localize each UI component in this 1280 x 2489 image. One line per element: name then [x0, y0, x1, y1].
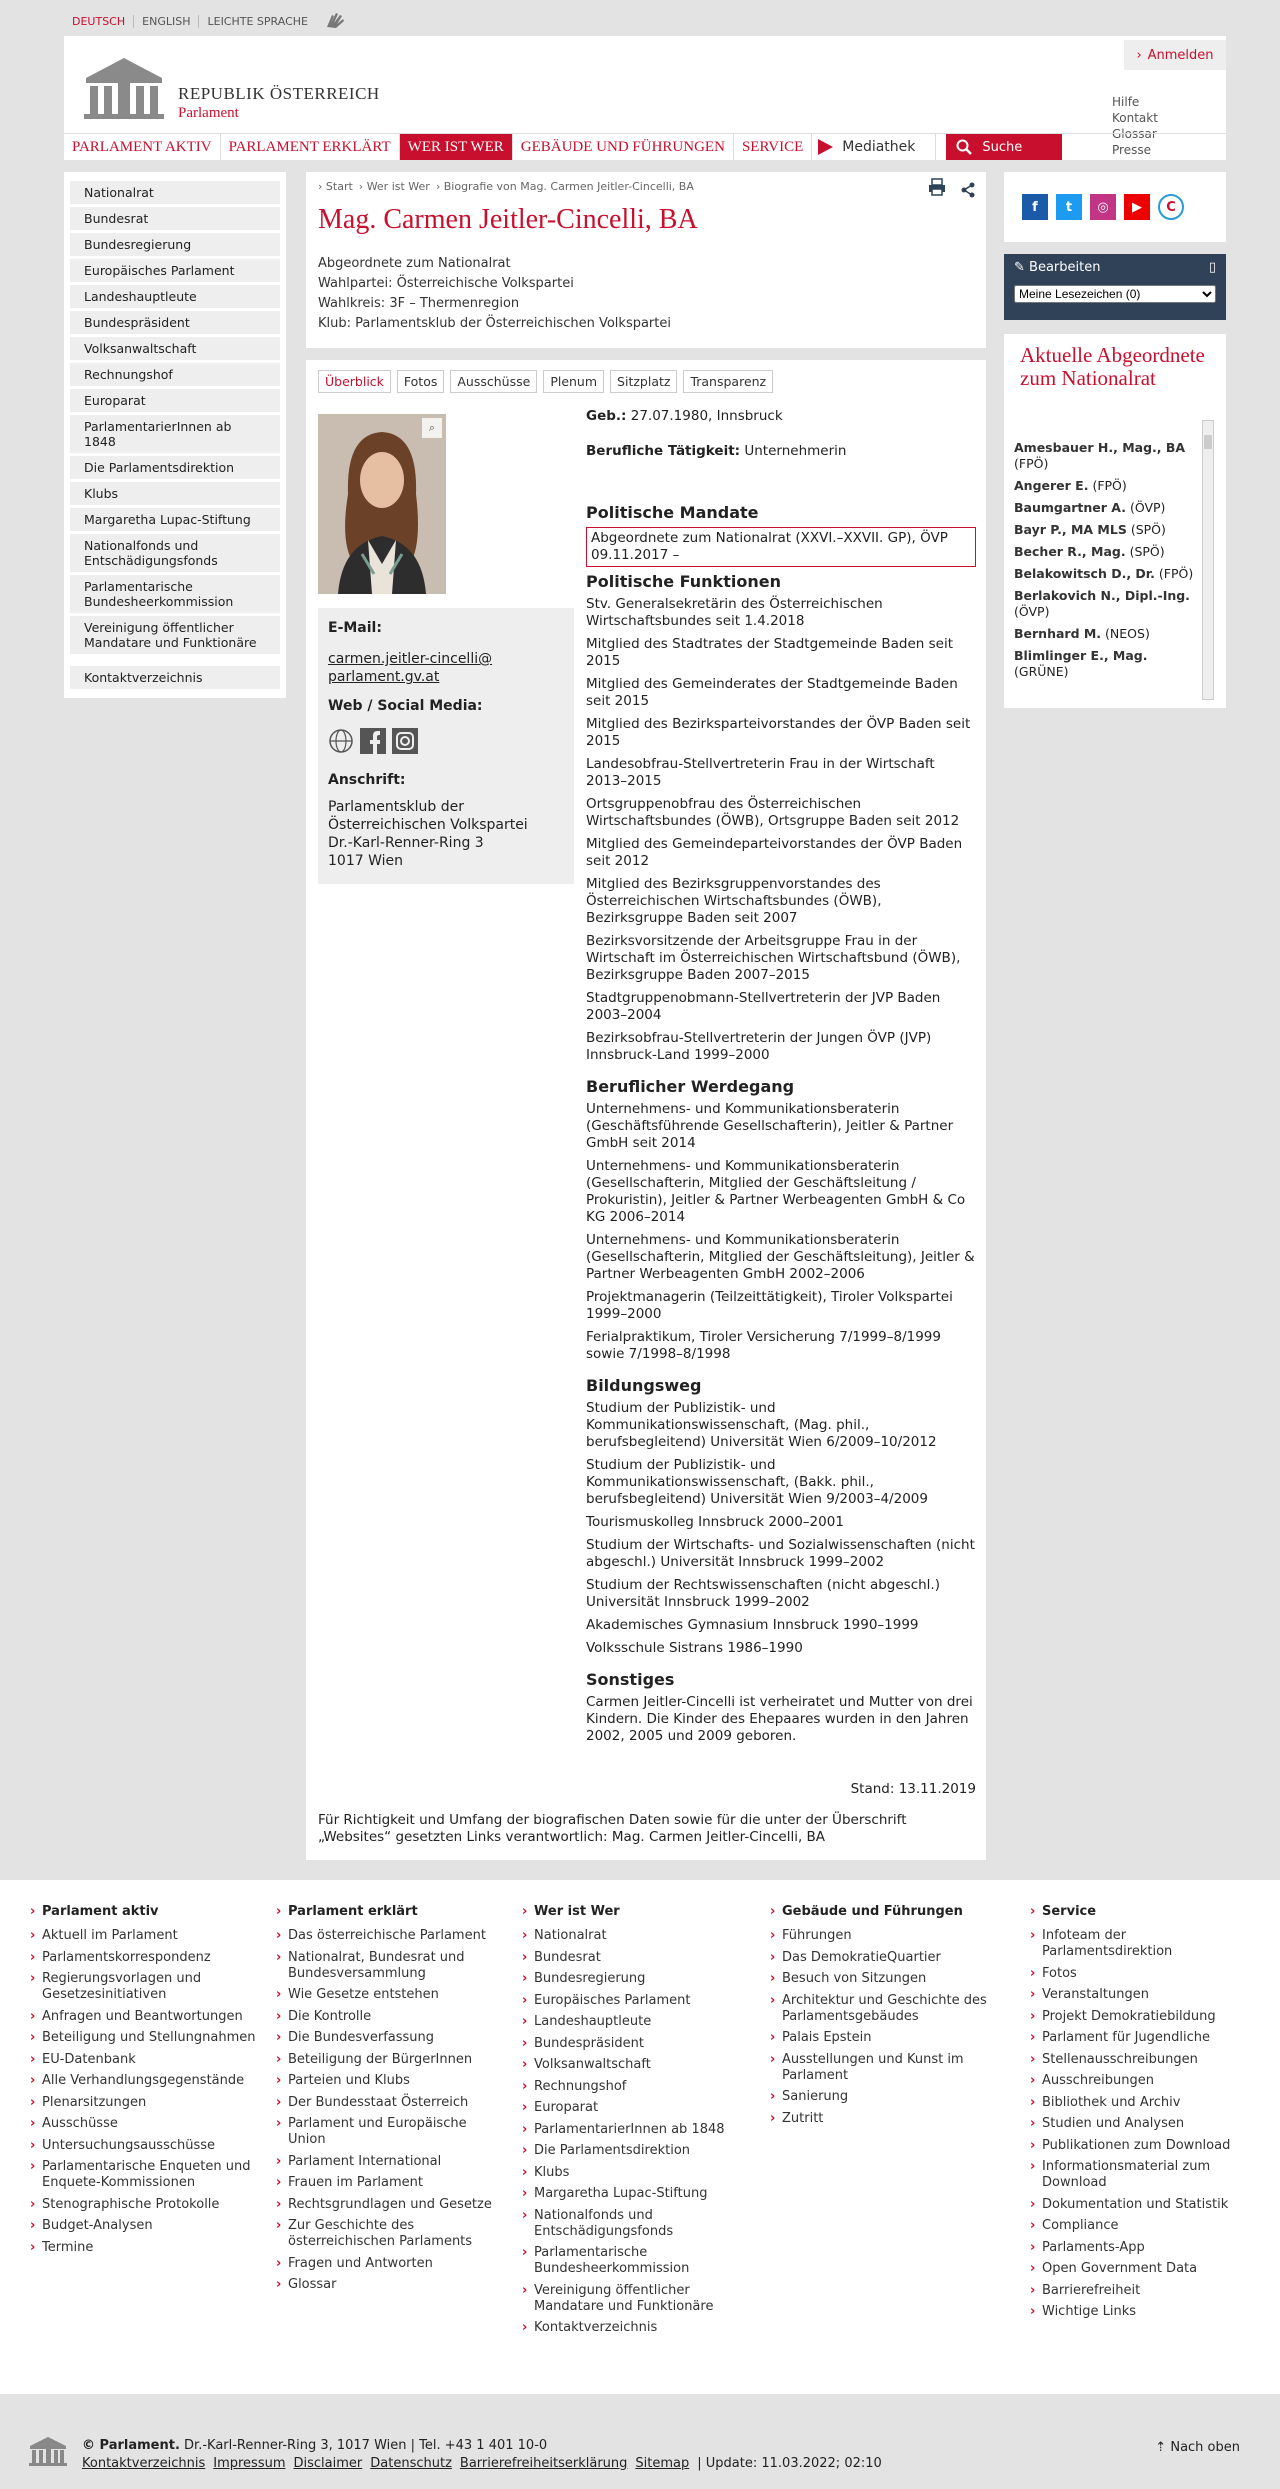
member-item[interactable]	[1014, 522, 1204, 538]
footer-link[interactable]: › Parlamentarische Bundesheerkommission	[522, 2245, 752, 2277]
footer-link[interactable]: › Führungen	[770, 1928, 1000, 1944]
footer-link[interactable]: › Bundesregierung	[522, 1971, 752, 1987]
footer-link[interactable]: › Besuch von Sitzungen	[770, 1971, 1000, 1987]
address: Parlamentsklub der Österreichischen Volkspartei Dr.-Karl-Renner-Ring 3 1017 Wien	[328, 799, 528, 869]
career-item: Ferialpraktikum, Tiroler Versicherung 7/1999–8/1999 sowie 7/1998–8/1998	[586, 1329, 941, 1362]
bookmarks-select[interactable]	[1014, 285, 1216, 303]
career-list	[586, 1101, 976, 1363]
member-name: Angerer E.	[1014, 478, 1089, 493]
education-item: Akademisches Gymnasium Innsbruck 1990–1999	[586, 1617, 919, 1633]
biography-content	[586, 408, 976, 1804]
member-item[interactable]	[1014, 440, 1204, 472]
footer-link[interactable]: › Regierungsvorlagen und Gesetzesinitiativen	[30, 1971, 260, 2003]
footer-link[interactable]: › Glossar	[276, 2277, 506, 2293]
footer-link[interactable]: › Das DemokratieQuartier	[770, 1950, 1000, 1966]
career-item: Unternehmens- und Kommunikationsberaterin (Geschäftsführende Gesellschafterin), Jeitler & Partner GmbH seit 2014	[586, 1101, 954, 1151]
footer	[0, 1880, 1280, 2394]
education-item: Studium der Wirtschafts- und Sozialwissenschaften (nicht abgeschl.) Universität Innsbruck 1999–2002	[586, 1537, 975, 1570]
footer-link[interactable]: › Landeshauptleute	[522, 2014, 752, 2030]
footer-link[interactable]: › Europäisches Parlament	[522, 1993, 752, 2009]
footer-link[interactable]: › Compliance	[1030, 2218, 1260, 2234]
education-item: Studium der Publizistik- und Kommunikationswissenschaft, (Mag. phil., berufsbegleitend) Universität Wien 6/2009–10/2012	[586, 1400, 937, 1450]
footer-link[interactable]: › ParlamentarierInnen ab 1848	[522, 2122, 752, 2138]
share-icon[interactable]	[960, 182, 976, 198]
footer-link[interactable]: › Das österreichische Parlament	[276, 1928, 506, 1944]
email-label: E-Mail:	[328, 620, 382, 636]
utility-link-help[interactable]: Hilfe	[1112, 95, 1140, 109]
career-item: Unternehmens- und Kommunikationsberaterin (Gesellschafterin, Mitglied der Geschäftsleitung), Jeitler & Partner Werbeagenten GmbH 2002–2006	[586, 1232, 975, 1282]
member-name: Berlakovich N., Dipl.-Ing.	[1014, 588, 1190, 603]
mediathek-label: Mediathek	[842, 139, 916, 155]
instagram-icon[interactable]: ◎	[1090, 194, 1116, 220]
function-item: Bezirksvorsitzende der Arbeitsgruppe Frau in der Wirtschaft im Österreichischen Wirtschaftsbund (ÖWB), Bezirksgruppe Baden 2007–2015	[586, 933, 961, 983]
member-item[interactable]	[1014, 626, 1204, 642]
language-bar	[72, 10, 354, 32]
function-item: Mitglied des Bezirksparteivorstandes der ÖVP Baden seit 2015	[586, 716, 971, 749]
section-other-heading: Sonstiges	[586, 1670, 675, 1689]
footer-link[interactable]: › Stenographische Protokolle	[30, 2197, 260, 2213]
footer-link[interactable]: › Fotos	[1030, 1966, 1260, 1982]
login-button[interactable]	[1124, 40, 1226, 70]
footer-link[interactable]: › EU-Datenbank	[30, 2052, 260, 2068]
function-item: Mitglied des Gemeinderates der Stadtgemeinde Baden seit 2015	[586, 676, 958, 709]
footer-link[interactable]: › Palais Epstein	[770, 2030, 1000, 2046]
sidebar-item[interactable]: Die Parlamentsdirektion	[70, 456, 280, 479]
bottom-bar	[0, 2410, 1280, 2489]
footer-link[interactable]: › Bundesrat	[522, 1950, 752, 1966]
search-button[interactable]	[946, 134, 1062, 160]
footer-address: © Parlament. Dr.-Karl-Renner-Ring 3, 1017 Wien | Tel. +43 1 401 10-0	[82, 2438, 548, 2453]
sidebar-item[interactable]: Kontaktverzeichnis	[70, 666, 280, 689]
biography-card	[306, 360, 986, 1860]
footer-link[interactable]: › Veranstaltungen	[1030, 1987, 1260, 2003]
education-item: Volksschule Sistrans 1986–1990	[586, 1640, 803, 1656]
disclaimer: Für Richtigkeit und Umfang der biografischen Daten sowie für die unter der Überschrift „Websites“ gesetzten Links verantwortlich: Mag. Carmen Jeitler-Cincelli, BA	[318, 1812, 907, 1845]
member-name: Bayr P., MA MLS	[1014, 522, 1127, 537]
function-item: Ortsgruppenobfrau des Österreichischen Wirtschaftsbundes (ÖWB), Ortsgruppe Baden seit 2012	[586, 796, 960, 829]
footer-link[interactable]: › Zur Geschichte des österreichischen Parlaments	[276, 2218, 506, 2250]
member-name: Bernhard M.	[1014, 626, 1102, 641]
footer-link[interactable]: › Plenarsitzungen	[30, 2095, 260, 2111]
function-item: Landesobfrau-Stellvertreterin Frau in der Wirtschaft 2013–2015	[586, 756, 935, 789]
footer-column-heading[interactable]: › Parlament aktiv	[30, 1904, 260, 1920]
web-social-label: Web / Social Media:	[328, 698, 483, 714]
footer-link[interactable]: › Infoteam der Parlamentsdirektion	[1030, 1928, 1260, 1960]
footer-link[interactable]: › Fragen und Antworten	[276, 2256, 506, 2272]
footer-link[interactable]: › Budget-Analysen	[30, 2218, 260, 2234]
member-party: (SPÖ)	[1130, 522, 1166, 537]
footer-link[interactable]: › Vereinigung öffentlicher Mandatare und Funktionäre	[522, 2283, 752, 2315]
chevron-right-icon: ›	[1136, 47, 1142, 63]
info-role: Abgeordnete zum Nationalrat	[318, 256, 511, 271]
parliament-app-icon[interactable]: C	[1158, 194, 1184, 220]
sidebar-item[interactable]: Bundespräsident	[70, 311, 280, 334]
footer-link[interactable]: › Parteien und Klubs	[276, 2073, 506, 2089]
breadcrumb-wer-ist-wer[interactable]: › Wer ist Wer	[358, 180, 430, 193]
mandate-entry: Abgeordnete zum Nationalrat (XXVI.–XXVII. GP), ÖVP 09.11.2017 –	[586, 527, 976, 567]
sidebar-item[interactable]: Europäisches Parlament	[70, 259, 280, 282]
footer-column	[1030, 1904, 1260, 2326]
footer-links	[82, 2456, 882, 2471]
lang-easy[interactable]: LEICHTE SPRACHE	[198, 15, 316, 28]
breadcrumb	[318, 180, 694, 193]
footer-link[interactable]: › Parlament und Europäische Union	[276, 2116, 506, 2148]
footer-link[interactable]: › Ausschreibungen	[1030, 2073, 1260, 2089]
tab-transparenz[interactable]: Transparenz	[683, 370, 773, 393]
footer-link[interactable]: › Die Kontrolle	[276, 2009, 506, 2025]
breadcrumb-current: › Biografie von Mag. Carmen Jeitler-Cincelli, BA	[435, 180, 694, 193]
footer-link[interactable]: › Dokumentation und Statistik	[1030, 2197, 1260, 2213]
footer-link[interactable]: › Europarat	[522, 2100, 752, 2116]
function-item: Stadtgruppenobmann-Stellvertreterin der JVP Baden 2003–2004	[586, 990, 941, 1023]
globe-icon[interactable]	[328, 728, 354, 754]
member-name: Becher R., Mag.	[1014, 544, 1126, 559]
member-item[interactable]	[1014, 500, 1204, 516]
other-text: Carmen Jeitler-Cincelli ist verheiratet und Mutter von drei Kindern. Die Kinder des Ehepaares wurden in den Jahren 2002, 2005 und 2009 geboren.	[586, 1694, 973, 1744]
nav-wer-ist-wer[interactable]: WER IST WER	[400, 134, 513, 160]
footer-link[interactable]: › Beteiligung der BürgerInnen	[276, 2052, 506, 2068]
footer-link[interactable]: › Studien und Analysen	[1030, 2116, 1260, 2132]
function-item: Mitglied des Gemeindeparteivorstandes der ÖVP Baden seit 2012	[586, 836, 963, 869]
sidebar-item[interactable]: Bundesregierung	[70, 233, 280, 256]
social-links	[328, 728, 564, 754]
footer-link[interactable]: › Nationalfonds und Entschädigungsfonds	[522, 2208, 752, 2240]
youtube-icon[interactable]: ▶	[1124, 194, 1150, 220]
footer-link[interactable]: › Ausstellungen und Kunst im Parlament	[770, 2052, 1000, 2084]
footer-link[interactable]: › Die Bundesverfassung	[276, 2030, 506, 2046]
mediathek-link[interactable]	[812, 134, 936, 160]
footer-link[interactable]: › Untersuchungsausschüsse	[30, 2138, 260, 2154]
footer-link[interactable]: › Nationalrat	[522, 1928, 752, 1944]
member-party: (GRÜNE)	[1014, 664, 1069, 679]
edit-label[interactable]: ✎ Bearbeiten	[1014, 260, 1101, 275]
nav-service[interactable]: SERVICE	[734, 134, 812, 160]
footer-link-datenschutz[interactable]: Datenschutz	[370, 2456, 452, 2471]
footer-link[interactable]: › Bundespräsident	[522, 2036, 752, 2052]
member-name: Blimlinger E., Mag.	[1014, 648, 1148, 663]
footer-link[interactable]: › Nationalrat, Bundesrat und Bundesversammlung	[276, 1950, 506, 1982]
birth-info: Geb.: 27.07.1980, Innsbruck	[586, 408, 783, 424]
footer-link[interactable]: › Margaretha Lupac-Stiftung	[522, 2186, 752, 2202]
footer-link[interactable]: › Wichtige Links	[1030, 2304, 1260, 2320]
member-item[interactable]	[1014, 588, 1204, 620]
functions-list	[586, 596, 976, 1064]
info-icon[interactable]: ▯	[1208, 260, 1216, 275]
footer-link[interactable]: › Stellenausschreibungen	[1030, 2052, 1260, 2068]
career-item: Projektmanagerin (Teilzeittätigkeit), Tiroler Volkspartei 1999–2000	[586, 1289, 953, 1322]
footer-link-sitemap[interactable]: Sitemap	[635, 2456, 690, 2471]
footer-link[interactable]: › Volksanwaltschaft	[522, 2057, 752, 2073]
bookmarks-box	[1004, 254, 1226, 320]
tab-ausschuesse[interactable]: Ausschüsse	[450, 370, 537, 393]
twitter-icon[interactable]: t	[1056, 194, 1082, 220]
footer-link[interactable]: › Publikationen zum Download	[1030, 2138, 1260, 2154]
sidebar-item[interactable]: Nationalfonds und Entschädigungsfonds	[70, 534, 280, 572]
print-icon[interactable]	[928, 178, 946, 196]
info-party: Wahlpartei: Österreichische Volkspartei	[318, 276, 574, 291]
profile-tabs	[318, 370, 773, 393]
member-party: (ÖVP)	[1129, 500, 1166, 515]
footer-link[interactable]: › Parlamentarische Enqueten und Enquete-Kommissionen	[30, 2159, 260, 2191]
footer-column-heading[interactable]: › Gebäude und Führungen	[770, 1904, 1000, 1920]
career-item: Unternehmens- und Kommunikationsberaterin (Gesellschafterin, Mitglied der Geschäftsleitung / Prokuristin), Jeitler & Partner Werbeagenten GmbH & Co KG 2006–2014	[586, 1158, 966, 1225]
tab-sitzplatz[interactable]: Sitzplatz	[610, 370, 677, 393]
footer-link-impressum[interactable]: Impressum	[213, 2456, 286, 2471]
members-list	[1014, 440, 1204, 696]
nav-parlament-erklaert[interactable]: PARLAMENT ERKLÄRT	[221, 134, 400, 160]
member-item[interactable]	[1014, 478, 1204, 494]
parliament-logo-small[interactable]	[28, 2436, 68, 2466]
section-mandate-heading: Politische Mandate	[586, 503, 759, 522]
footer-link[interactable]: › Wie Gesetze entstehen	[276, 1987, 506, 2003]
update-date: | Update: 11.03.2022; 02:10	[697, 2456, 882, 2471]
footer-link[interactable]: › Rechtsgrundlagen und Gesetze	[276, 2197, 506, 2213]
sidebar-item[interactable]: Volksanwaltschaft	[70, 337, 280, 360]
footer-link[interactable]: › Parlament International	[276, 2154, 506, 2170]
function-item: Mitglied des Bezirksgruppenvorstandes des Österreichischen Wirtschaftsbundes (ÖWB), Bezirksgruppe Baden seit 2007	[586, 876, 882, 926]
footer-column-heading[interactable]: › Service	[1030, 1904, 1260, 1920]
current-members-box	[1004, 334, 1226, 708]
lang-en[interactable]: ENGLISH	[133, 15, 198, 28]
footer-link[interactable]: › Termine	[30, 2240, 260, 2256]
footer-link[interactable]: › Rechnungshof	[522, 2079, 752, 2095]
section-education-heading: Bildungsweg	[586, 1376, 702, 1395]
utility-link-press[interactable]: Presse	[1112, 143, 1151, 157]
footer-link[interactable]: › Open Government Data	[1030, 2261, 1260, 2277]
footer-link[interactable]: › Kontaktverzeichnis	[522, 2320, 752, 2336]
member-name: Amesbauer H., Mag., BA	[1014, 440, 1186, 455]
utility-link-contact[interactable]: Kontakt	[1112, 111, 1158, 125]
footer-link[interactable]: › Bibliothek und Archiv	[1030, 2095, 1260, 2111]
arrow-up-icon: ⇡	[1155, 2440, 1167, 2455]
brand-title: REPUBLIK ÖSTERREICH	[178, 84, 380, 103]
footer-link[interactable]: › Aktuell im Parlament	[30, 1928, 260, 1944]
footer-column	[276, 1904, 506, 2299]
section-functions-heading: Politische Funktionen	[586, 572, 781, 591]
member-item[interactable]	[1014, 648, 1204, 680]
footer-column-heading[interactable]: › Parlament erklärt	[276, 1904, 506, 1920]
contact-box	[318, 608, 574, 884]
section-career-heading: Beruflicher Werdegang	[586, 1077, 795, 1096]
profile-header-card	[306, 172, 986, 348]
sidebar-item[interactable]: Margaretha Lupac-Stiftung	[70, 508, 280, 531]
members-scrollbar[interactable]	[1202, 420, 1214, 700]
edit-header	[1014, 260, 1216, 275]
profile-photo[interactable]	[318, 414, 446, 594]
page-title: Mag. Carmen Jeitler-Cincelli, BA	[318, 204, 698, 235]
education-item: Studium der Rechtswissenschaften (nicht abgeschl.) Universität Innsbruck 1999–2002	[586, 1577, 940, 1610]
nav-gebaeude[interactable]: GEBÄUDE UND FÜHRUNGEN	[513, 134, 734, 160]
footer-link[interactable]: › Projekt Demokratiebildung	[1030, 2009, 1260, 2025]
sidebar-item[interactable]: Parlamentarische Bundesheerkommission	[70, 575, 280, 613]
search-icon	[956, 139, 972, 155]
stand-date: Stand: 13.11.2019	[850, 1781, 976, 1797]
breadcrumb-start[interactable]: › Start	[318, 180, 353, 193]
sidebar-item[interactable]: Europarat	[70, 389, 280, 412]
footer-link[interactable]: › Klubs	[522, 2165, 752, 2181]
footer-link[interactable]: › Parlamentskorrespondenz	[30, 1950, 260, 1966]
function-item: Stv. Generalsekretärin des Österreichischen Wirtschaftsbundes seit 1.4.2018	[586, 596, 883, 629]
back-to-top-link[interactable]: ⇡ Nach oben	[1155, 2440, 1240, 2455]
footer-link-barrierefreiheit[interactable]: Barrierefreiheitserklärung	[459, 2456, 628, 2471]
tab-ueberblick[interactable]: Überblick	[318, 370, 391, 393]
instagram-icon[interactable]	[392, 728, 418, 754]
header	[64, 36, 1226, 160]
education-list	[586, 1400, 976, 1657]
footer-column	[770, 1904, 1000, 2132]
play-icon	[816, 138, 834, 156]
footer-link[interactable]: › Anfragen und Beantwortungen	[30, 2009, 260, 2025]
member-name: Belakowitsch D., Dr.	[1014, 566, 1155, 581]
member-party: (FPÖ)	[1014, 456, 1049, 471]
sidebar-item[interactable]: Landeshauptleute	[70, 285, 280, 308]
utility-link-glossary[interactable]: Glossar	[1112, 127, 1157, 141]
sidebar-item[interactable]: Nationalrat	[70, 181, 280, 204]
footer-link-kontaktverzeichnis[interactable]: Kontaktverzeichnis	[82, 2456, 206, 2471]
function-item: Bezirksobfrau-Stellvertreterin der Jungen ÖVP (JVP) Innsbruck-Land 1999–2000	[586, 1030, 932, 1063]
footer-link[interactable]: › Informationsmaterial zum Download	[1030, 2159, 1260, 2191]
footer-link[interactable]: › Zutritt	[770, 2111, 1000, 2127]
member-party: (ÖVP)	[1014, 604, 1050, 619]
education-item: Studium der Publizistik- und Kommunikationswissenschaft, (Bakk. phil., berufsbegleitend) Universität Wien 9/2003–4/2009	[586, 1457, 928, 1507]
footer-link[interactable]: › Der Bundesstaat Österreich	[276, 2095, 506, 2111]
main-navigation	[64, 133, 1226, 160]
member-item[interactable]	[1014, 566, 1204, 582]
info-club: Klub: Parlamentsklub der Österreichischen Volkspartei	[318, 316, 671, 331]
member-party: (FPÖ)	[1158, 566, 1194, 581]
sidebar-item[interactable]: Bundesrat	[70, 207, 280, 230]
member-party: (SPÖ)	[1129, 544, 1165, 559]
sidebar-item[interactable]: Klubs	[70, 482, 280, 505]
zoom-icon[interactable]: ⌕	[422, 418, 442, 438]
footer-link[interactable]: › Ausschüsse	[30, 2116, 260, 2132]
function-item: Mitglied des Stadtrates der Stadtgemeinde Baden seit 2015	[586, 636, 954, 669]
sign-language-icon[interactable]	[316, 11, 354, 32]
login-label: Anmelden	[1147, 47, 1214, 63]
footer-link[interactable]: › Frauen im Parlament	[276, 2175, 506, 2191]
sidebar-item[interactable]: Rechnungshof	[70, 363, 280, 386]
member-party: (NEOS)	[1105, 626, 1150, 641]
nav-parlament-aktiv[interactable]: PARLAMENT AKTIV	[64, 134, 221, 160]
footer-link-disclaimer[interactable]: Disclaimer	[293, 2456, 363, 2471]
footer-column	[30, 1904, 260, 2261]
social-media-box	[1004, 172, 1226, 242]
footer-link[interactable]: › Die Parlamentsdirektion	[522, 2143, 752, 2159]
member-name: Baumgartner A.	[1014, 500, 1126, 515]
sidebar-item[interactable]: ParlamentarierInnen ab 1848	[70, 415, 280, 453]
facebook-icon[interactable]	[360, 728, 386, 754]
brand-subtitle: Parlament	[178, 105, 239, 121]
footer-link[interactable]: › Parlaments-App	[1030, 2240, 1260, 2256]
footer-column-heading[interactable]: › Wer ist Wer	[522, 1904, 752, 1920]
footer-link[interactable]: › Sanierung	[770, 2089, 1000, 2105]
member-item[interactable]	[1014, 544, 1204, 560]
tab-plenum[interactable]: Plenum	[543, 370, 604, 393]
footer-link[interactable]: › Barrierefreiheit	[1030, 2283, 1260, 2299]
parliament-logo[interactable]	[80, 56, 168, 120]
sidebar-item[interactable]: Vereinigung öffentlicher Mandatare und Funktionäre	[70, 616, 280, 654]
address-label: Anschrift:	[328, 772, 406, 788]
lang-de[interactable]: DEUTSCH	[72, 14, 126, 28]
footer-link[interactable]: › Architektur und Geschichte des Parlamentsgebäudes	[770, 1993, 1000, 2025]
footer-link[interactable]: › Parlament für Jugendliche	[1030, 2030, 1260, 2046]
current-members-title: Aktuelle Abgeordnete zum Nationalrat	[1020, 343, 1205, 390]
search-label: Suche	[982, 139, 1023, 155]
member-party: (FPÖ)	[1092, 478, 1127, 493]
footer-column	[522, 1904, 752, 2342]
footer-link[interactable]: › Beteiligung und Stellungnahmen	[30, 2030, 260, 2046]
sidebar	[64, 172, 286, 698]
info-constituency: Wahlkreis: 3F – Thermenregion	[318, 296, 520, 311]
education-item: Tourismuskolleg Innsbruck 2000–2001	[586, 1514, 844, 1530]
tab-fotos[interactable]: Fotos	[397, 370, 444, 393]
email-link[interactable]: carmen.jeitler-cincelli@ parlament.gv.at	[328, 651, 493, 685]
facebook-icon[interactable]: f	[1022, 194, 1048, 220]
footer-link[interactable]: › Alle Verhandlungsgegenstände	[30, 2073, 260, 2089]
profession-info: Berufliche Tätigkeit: Unternehmerin	[586, 443, 847, 459]
